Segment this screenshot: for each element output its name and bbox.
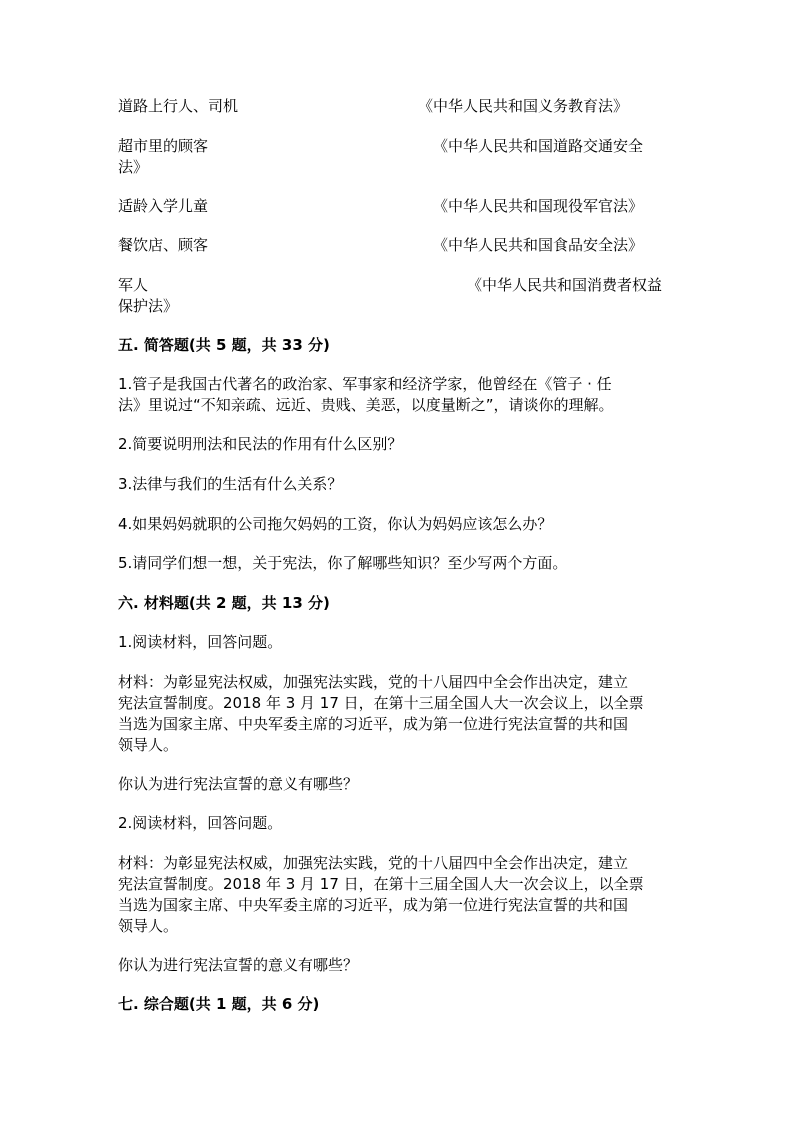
match-right-4: 《中华人民共和国食品安全法》 bbox=[433, 236, 644, 254]
s6-q1-prompt: 1.阅读材料，回答问题。 bbox=[118, 633, 283, 651]
s5-q1-line2: 法》里说过“不知亲疏、远近、贵贱、美恶，以度量断之”，请谈你的理解。 bbox=[118, 396, 614, 414]
match-left-2: 超市里的顾客 bbox=[118, 137, 209, 155]
s6-q1-material-3: 当选为国家主席、中央军委主席的习近平，成为第一位进行宪法宣誓的共和国 bbox=[118, 715, 629, 733]
s6-q2-prompt: 2.阅读材料，回答问题。 bbox=[118, 814, 283, 832]
s6-q2-material-1: 材料：为彰显宪法权威，加强宪法实践，党的十八届四中全会作出决定，建立 bbox=[118, 854, 629, 872]
s6-q2-material-4: 领导人。 bbox=[118, 917, 179, 935]
s6-q2-material-2: 宪法宣誓制度。2018 年 3 月 17 日，在第十三届全国人大一次会议上，以全票 bbox=[118, 875, 644, 893]
match-left-3: 适龄入学儿童 bbox=[118, 197, 209, 215]
section6-title: 六. 材料题(共 2 题，共 13 分) bbox=[118, 594, 330, 612]
match-left-1: 道路上行人、司机 bbox=[118, 97, 239, 115]
s6-q2-question: 你认为进行宪法宣誓的意义有哪些？ bbox=[118, 956, 359, 974]
s6-q1-question: 你认为进行宪法宣誓的意义有哪些？ bbox=[118, 775, 359, 793]
s5-q1-line1: 1.管子是我国古代著名的政治家、军事家和经济学家，他曾经在《管子 · 任 bbox=[118, 375, 612, 393]
s6-q1-material-2: 宪法宣誓制度。2018 年 3 月 17 日，在第十三届全国人大一次会议上，以全票 bbox=[118, 694, 644, 712]
s6-q2-material-3: 当选为国家主席、中央军委主席的习近平，成为第一位进行宪法宣誓的共和国 bbox=[118, 896, 629, 914]
section5-title: 五. 简答题(共 5 题，共 33 分) bbox=[118, 336, 330, 354]
s5-q3: 3.法律与我们的生活有什么关系？ bbox=[118, 475, 343, 493]
s5-q2: 2.简要说明刑法和民法的作用有什么区别？ bbox=[118, 435, 403, 453]
s5-q5: 5.请同学们想一想，关于宪法，你了解哪些知识？至少写两个方面。 bbox=[118, 554, 568, 572]
match-left-5: 军人 bbox=[118, 276, 149, 294]
match-right-2-cont: 法》 bbox=[118, 158, 149, 176]
match-right-2: 《中华人民共和国道路交通安全 bbox=[433, 137, 644, 155]
s6-q1-material-1: 材料：为彰显宪法权威，加强宪法实践，党的十八届四中全会作出决定，建立 bbox=[118, 673, 629, 691]
s5-q4: 4.如果妈妈就职的公司拖欠妈妈的工资，你认为妈妈应该怎么办？ bbox=[118, 515, 553, 533]
s6-q1-material-4: 领导人。 bbox=[118, 736, 179, 754]
match-right-5: 《中华人民共和国消费者权益 bbox=[467, 276, 663, 294]
match-right-3: 《中华人民共和国现役军官法》 bbox=[433, 197, 644, 215]
section7-title: 七. 综合题(共 1 题，共 6 分) bbox=[118, 995, 320, 1013]
match-left-4: 餐饮店、顾客 bbox=[118, 236, 209, 254]
match-right-1: 《中华人民共和国义务教育法》 bbox=[418, 97, 629, 115]
match-right-5-cont: 保护法》 bbox=[118, 297, 179, 315]
